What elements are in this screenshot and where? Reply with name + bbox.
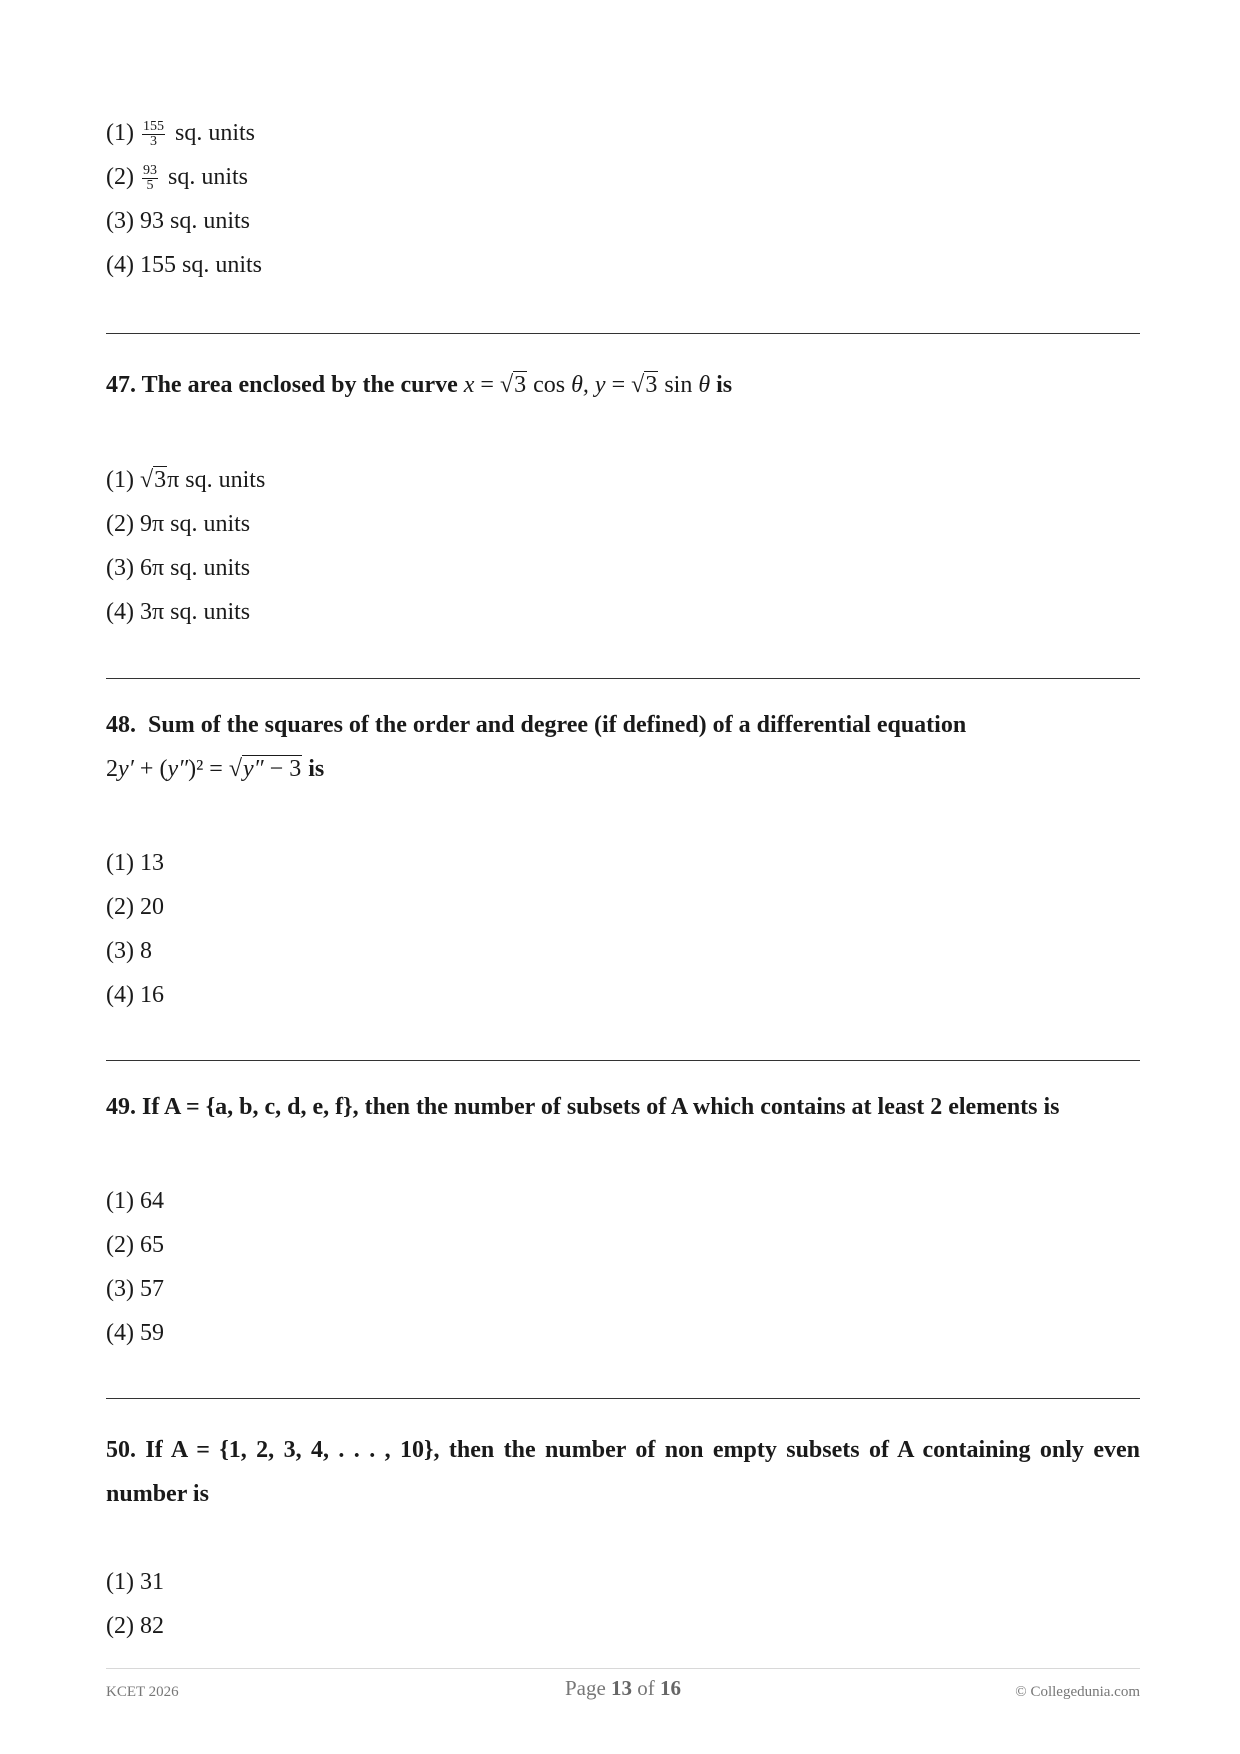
question-49: 49. If A = {a, b, c, d, e, f}, then the number of subsets of A which contains at least 2 elements is — [106, 1094, 1060, 1120]
option-2: (2) 9π sq. units — [106, 511, 251, 537]
separator — [106, 333, 1140, 334]
separator — [106, 1398, 1140, 1399]
fraction: $\frac{155}{3}$ — [142, 118, 164, 149]
option-4: (4) 16 — [106, 982, 164, 1008]
option-3: (3) 6π sq. units — [106, 555, 251, 581]
option-4: (4) 3π sq. units — [106, 599, 251, 625]
question-47: 47. The area enclosed by the curve x = √3 cos θ, y = √3 sin θ is — [106, 372, 733, 398]
question-48: 48. Sum of the squares of the order and degree (if defined) of a differential equation — [106, 712, 967, 738]
option-2: (2) 20 — [106, 894, 164, 920]
document-page — [106, 0, 1140, 1754]
equation: 2y′ + (y″)² = √y″ − 3 — [106, 756, 302, 782]
option-1: (1) 64 — [106, 1188, 164, 1214]
option-1: (1) 13 — [106, 850, 164, 876]
option-1: (1) √3π sq. units — [106, 467, 266, 493]
option-4: (4) 155 sq. units — [106, 252, 262, 278]
option-2: (2) $\frac{93}{5}$ sq. units — [106, 162, 248, 193]
option-2: (2) 82 — [106, 1613, 164, 1639]
fraction: $\frac{93}{5}$ — [142, 162, 157, 193]
option-4: (4) 59 — [106, 1320, 164, 1346]
page-number: Page 13 of 16 — [564, 1676, 682, 1700]
separator — [106, 678, 1140, 679]
option-1: (1) 31 — [106, 1569, 164, 1595]
separator — [106, 1060, 1140, 1061]
question-48-equation-line: 2y′ + (y″)² = √y″ − 3 is — [106, 756, 325, 782]
option-3: (3) 57 — [106, 1276, 164, 1302]
option-3: (3) 8 — [106, 938, 152, 964]
option-1: (1) $\frac{155}{3}$ sq. units — [106, 118, 255, 149]
copyright: © Collegedunia.com — [1015, 1684, 1140, 1700]
question-50: 50. If A = {1, 2, 3, 4, . . . , 10}, then the number of non empty subsets of A containing only even number is — [106, 1437, 1140, 1507]
option-3: (3) 93 sq. units — [106, 208, 250, 234]
equation: x = √3 cos θ, y = √3 sin θ — [463, 372, 711, 398]
option-2: (2) 65 — [106, 1232, 164, 1258]
footer-divider — [106, 1668, 1140, 1669]
exam-name: KCET 2026 — [106, 1684, 179, 1700]
